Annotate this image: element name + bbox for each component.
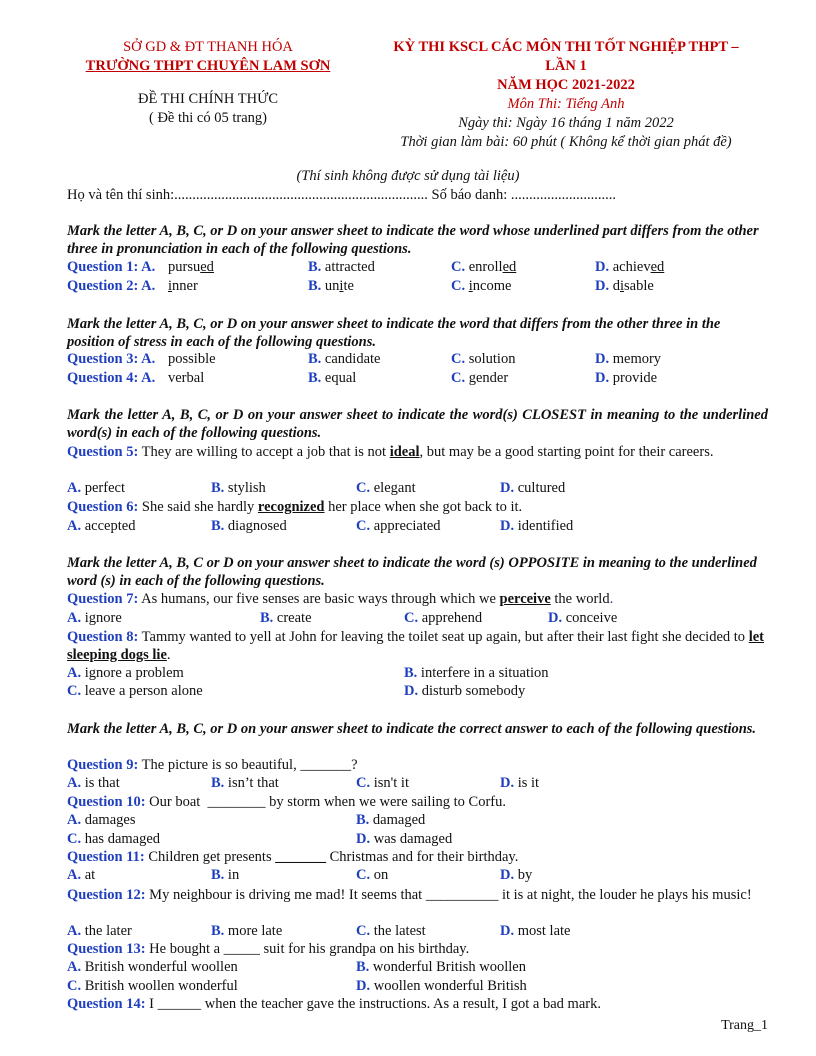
section-4-instructions: Mark the letter A, B, C or D on your answer sheet to indicate the word (s) OPPOSITE in meaning to the underlined word (s) in each of the following questions. [67, 555, 757, 589]
option-c: C. solution [451, 351, 516, 367]
option-c: C. appreciated [356, 518, 441, 534]
question-label: Question 2: A. [67, 278, 156, 294]
question-7-options [67, 610, 768, 628]
page-number: Trang_1 [721, 1018, 768, 1033]
question-5-stem: Question 5: They are willing to accept a job that is not ideal, but may be a good starting point for their careers. [67, 444, 714, 460]
question-6-stem: Question 6: She said she hardly recognized her place when she got back to it. [67, 499, 523, 515]
option-b: B. unite [308, 278, 354, 294]
question-8-options-ab [67, 665, 768, 683]
option-a: verbal [168, 370, 205, 386]
option-a: A. ignore a problem [67, 665, 184, 681]
option-a: possible [168, 351, 216, 367]
option-c: C. the latest [356, 923, 426, 939]
option-b: B. wonderful British woollen [356, 959, 526, 975]
option-b: B. equal [308, 370, 357, 386]
option-b: B. in [211, 867, 240, 883]
option-a: A. the later [67, 923, 132, 939]
option-d: D. disturb somebody [404, 683, 526, 699]
option-b: B. create [260, 610, 312, 626]
section-5-instructions: Mark the letter A, B, C, or D on your answer sheet to indicate the correct answer to each of the following questions. [67, 721, 757, 737]
header-right [366, 38, 766, 152]
page-count: ( Đề thi có 05 trang) [149, 110, 267, 126]
option-b: B. interfere in a situation [404, 665, 549, 681]
question-14-stem: Question 14: I ______ when the teacher gave the instructions. As a result, I got a bad mark. [67, 996, 601, 1012]
option-b: B. isn’t that [211, 775, 279, 791]
option-d: D. most late [500, 923, 571, 939]
option-a: A. is that [67, 775, 120, 791]
option-c: C. enrolled [451, 259, 517, 275]
option-d: D. cultured [500, 480, 566, 496]
question-3 [67, 351, 768, 369]
option-c: C. leave a person alone [67, 683, 203, 699]
question-9-options [67, 775, 768, 793]
option-a: A. accepted [67, 518, 136, 534]
option-a: A. British wonderful woollen [67, 959, 238, 975]
option-c: C. apprehend [404, 610, 483, 626]
question-5-options [67, 480, 768, 498]
question-label: Question 4: A. [67, 370, 156, 386]
exam-time: Thời gian làm bài: 60 phút ( Không kể thời gian phát đề) [400, 134, 732, 150]
question-7-stem: Question 7: As humans, our five senses are basic ways through which we perceive the world. [67, 591, 614, 607]
header-left [70, 38, 346, 128]
option-b: B. candidate [308, 351, 381, 367]
option-c: C. gender [451, 370, 509, 386]
option-d: D. by [500, 867, 533, 883]
option-c: C. isn't it [356, 775, 409, 791]
section-1-instructions: Mark the letter A, B, C, or D on your answer sheet to indicate the word whose underlined part differs from the other three in pronunciation in each of the following questions. [67, 223, 759, 257]
question-13-options-cd [67, 978, 768, 996]
exam-title: KỲ THI KSCL CÁC MÔN THI TỐT NGHIỆP THPT – [393, 39, 739, 55]
option-d: D. woollen wonderful British [356, 978, 527, 994]
candidate-line: Họ và tên thí sinh:...................................................................... Số báo danh: ............................. [67, 187, 616, 203]
school-name: TRƯỜNG THPT CHUYÊN LAM SƠN [85, 58, 331, 74]
question-8-options-cd [67, 683, 768, 701]
option-b: B. stylish [211, 480, 266, 496]
option-d: D. achieved [595, 259, 665, 275]
question-9-stem: Question 9: The picture is so beautiful, _______? [67, 757, 358, 773]
option-a: A. perfect [67, 480, 125, 496]
question-12-options [67, 923, 768, 941]
question-13-options-ab [67, 959, 768, 977]
question-2 [67, 278, 768, 296]
option-d: D. is it [500, 775, 540, 791]
question-10-stem: Question 10: Our boat ________ by storm when we were sailing to Corfu. [67, 794, 506, 810]
school-year: NĂM HỌC 2021-2022 [497, 77, 635, 93]
option-a: A. ignore [67, 610, 122, 626]
no-materials-note: (Thí sinh không được sử dụng tài liệu) [296, 168, 520, 184]
option-a: A. at [67, 867, 96, 883]
question-4 [67, 370, 768, 388]
question-label: Question 1: A. [67, 259, 156, 275]
option-d: D. disable [595, 278, 654, 294]
exam-date: Ngày thi: Ngày 16 tháng 1 năm 2022 [458, 115, 674, 131]
option-d: D. identified [500, 518, 574, 534]
question-10-options-ab [67, 812, 768, 830]
option-b: B. attracted [308, 259, 375, 275]
option-c: C. has damaged [67, 831, 161, 847]
subject: Môn Thi: Tiếng Anh [507, 96, 625, 112]
option-d: D. was damaged [356, 831, 453, 847]
option-a: pursued [168, 259, 214, 275]
question-8-stem: Question 8: Tammy wanted to yell at John for leaving the toilet seat up again, but after their last fight she decided to let sleeping dogs lie. [67, 629, 764, 663]
option-c: C. on [356, 867, 389, 883]
question-12-stem: Question 12: My neighbour is driving me mad! It seems that __________ it is at night, the louder he plays his music! [67, 887, 752, 903]
dept-name: SỞ GD & ĐT THANH HÓA [123, 39, 293, 55]
question-6-options [67, 518, 768, 536]
section-3-instructions: Mark the letter A, B, C, or D on your answer sheet to indicate the word(s) CLOSEST in meaning to the underlined word(s) in each of the following questions. [67, 407, 768, 441]
option-b: B. damaged [356, 812, 426, 828]
option-c: C. income [451, 278, 512, 294]
option-d: D. conceive [548, 610, 618, 626]
option-d: D. provide [595, 370, 658, 386]
question-label: Question 3: A. [67, 351, 156, 367]
question-11-stem: Question 11: Children get presents _______ Christmas and for their birthday. [67, 849, 519, 865]
question-10-options-cd [67, 831, 768, 849]
question-11-options [67, 867, 768, 885]
exam-round: LẦN 1 [545, 58, 587, 74]
option-a: inner [168, 278, 198, 294]
section-2-instructions: Mark the letter A, B, C, or D on your answer sheet to indicate the word that differs from the other three in the position of stress in each of the following questions. [67, 316, 721, 350]
question-1 [67, 259, 768, 277]
option-c: C. elegant [356, 480, 416, 496]
option-d: D. memory [595, 351, 662, 367]
official-label: ĐỀ THI CHÍNH THỨC [137, 91, 278, 107]
option-a: A. damages [67, 812, 136, 828]
option-b: B. more late [211, 923, 283, 939]
option-b: B. diagnosed [211, 518, 287, 534]
question-13-stem: Question 13: He bought a _____ suit for his grandpa on his birthday. [67, 941, 470, 957]
option-c: C. British woollen wonderful [67, 978, 238, 994]
